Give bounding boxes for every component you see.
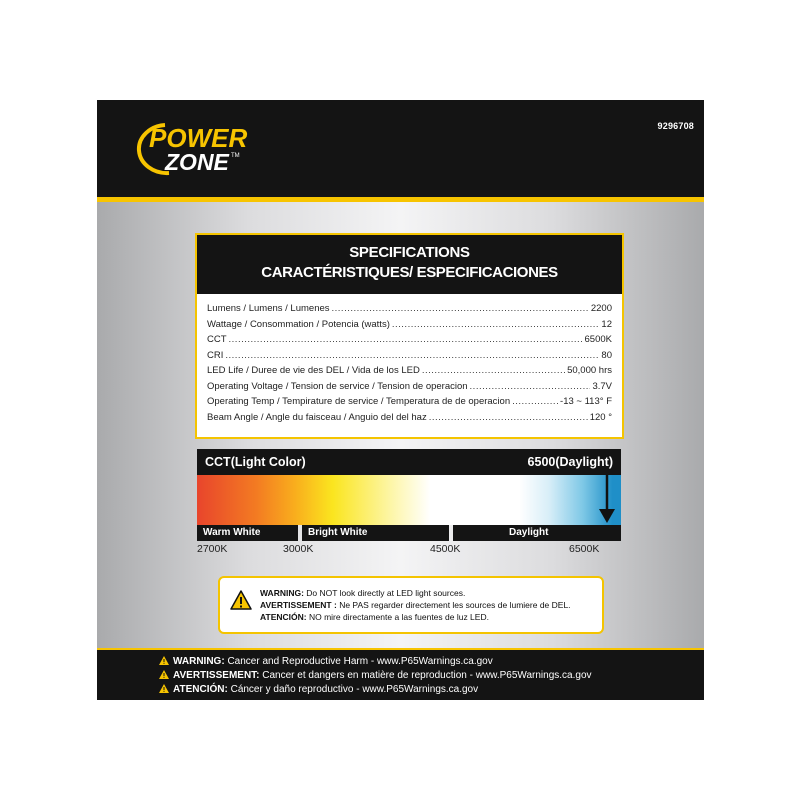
warning-triangle-icon [159, 684, 169, 693]
specifications-list [197, 294, 622, 427]
powerzone-logo [127, 117, 307, 177]
kelvin-labels [197, 541, 621, 557]
spec-row-temp [207, 396, 612, 412]
prop65-banner [97, 648, 704, 700]
cct-current-value: 6500(Daylight) [527, 455, 613, 469]
kelvin-3000: 3000K [283, 543, 314, 555]
prop65-line-es: ATENCIÓN: Cáncer y daño reproductivo - www.P65Warnings.ca.gov [159, 683, 592, 697]
brand-top: POWER [149, 123, 248, 153]
spec-row-cct [207, 334, 612, 350]
spec-label: LED Life / Duree de vie des DEL / Vida de los LED [207, 365, 420, 376]
spec-value: 80 [601, 349, 612, 361]
kelvin-4500: 4500K [430, 543, 461, 555]
spec-row-led-life [207, 365, 612, 381]
spec-label: Wattage / Consommation / Potencia (watts) [207, 318, 390, 330]
cct-segments [197, 525, 621, 541]
warning-line-en: WARNING: Do NOT look directly at LED light sources. [260, 588, 466, 598]
kelvin-2700: 2700K [197, 543, 228, 555]
segment-warm-white: Warm White [197, 525, 298, 541]
brand-bottom: ZONE [165, 149, 229, 175]
spec-value: 3.7V [592, 380, 612, 392]
cct-title: CCT(Light Color) [205, 455, 306, 469]
led-warning-box [218, 576, 604, 634]
warning-triangle-icon [159, 670, 169, 679]
spec-label: Operating Voltage / Tension de service / Tension de operacion [207, 380, 468, 392]
sku-number: 9296708 [657, 121, 694, 131]
warning-line-es: ATENCIÓN: NO mire directamente a las fuentes de luz LED. [260, 612, 489, 622]
spec-label: Operating Temp / Tempirature de service / Temperatura de de operacion [207, 396, 511, 407]
prop65-line-fr: AVERTISSEMENT: Cancer et dangers en matière de reproduction - www.P65Warnings.ca.gov [159, 669, 592, 683]
warning-line-fr: AVERTISSEMENT : Ne PAS regarder directement les sources de lumiere de DEL. [260, 600, 571, 610]
trademark: TM [231, 153, 240, 159]
spec-value: 12 [601, 318, 612, 330]
spec-row-cri [207, 350, 612, 366]
spec-value: 120 ° [589, 411, 612, 423]
arrow-down-icon [597, 475, 617, 525]
specifications-box [195, 233, 624, 439]
gold-divider [97, 197, 704, 202]
specifications-title: SPECIFICATIONS [349, 244, 470, 261]
spec-value: 50,000 hrs [567, 365, 612, 376]
spec-row-voltage [207, 381, 612, 397]
top-banner [97, 100, 704, 197]
cct-color-scale [197, 449, 621, 557]
spec-label: CRI [207, 349, 224, 361]
led-warning-text [260, 587, 571, 623]
cct-header [197, 449, 621, 475]
spec-row-lumens [207, 303, 612, 319]
warning-triangle-icon [159, 656, 169, 665]
warning-triangle-icon [230, 590, 252, 610]
cct-gradient-bar [197, 475, 621, 525]
package-panel [97, 100, 704, 700]
specifications-subtitle: CARACTÉRISTIQUES/ ESPECIFICACIONES [261, 264, 558, 281]
spec-label: Beam Angle / Angle du faisceau / Anguio del del haz [207, 411, 427, 423]
spec-label: CCT [207, 334, 227, 345]
specifications-header [197, 235, 622, 294]
spec-value: 6500K [584, 334, 612, 345]
spec-row-wattage [207, 319, 612, 335]
spec-row-beam-angle [207, 412, 612, 428]
spec-value: -13 ~ 113° F [560, 396, 612, 407]
spec-label: Lumens / Lumens / Lumenes [207, 303, 330, 314]
segment-daylight: Daylight [453, 525, 621, 541]
prop65-text [159, 655, 592, 697]
kelvin-6500: 6500K [569, 543, 600, 555]
prop65-line-en: WARNING: Cancer and Reproductive Harm - www.P65Warnings.ca.gov [159, 655, 592, 669]
spec-value: 2200 [590, 303, 612, 314]
segment-bright-white: Bright White [302, 525, 449, 541]
